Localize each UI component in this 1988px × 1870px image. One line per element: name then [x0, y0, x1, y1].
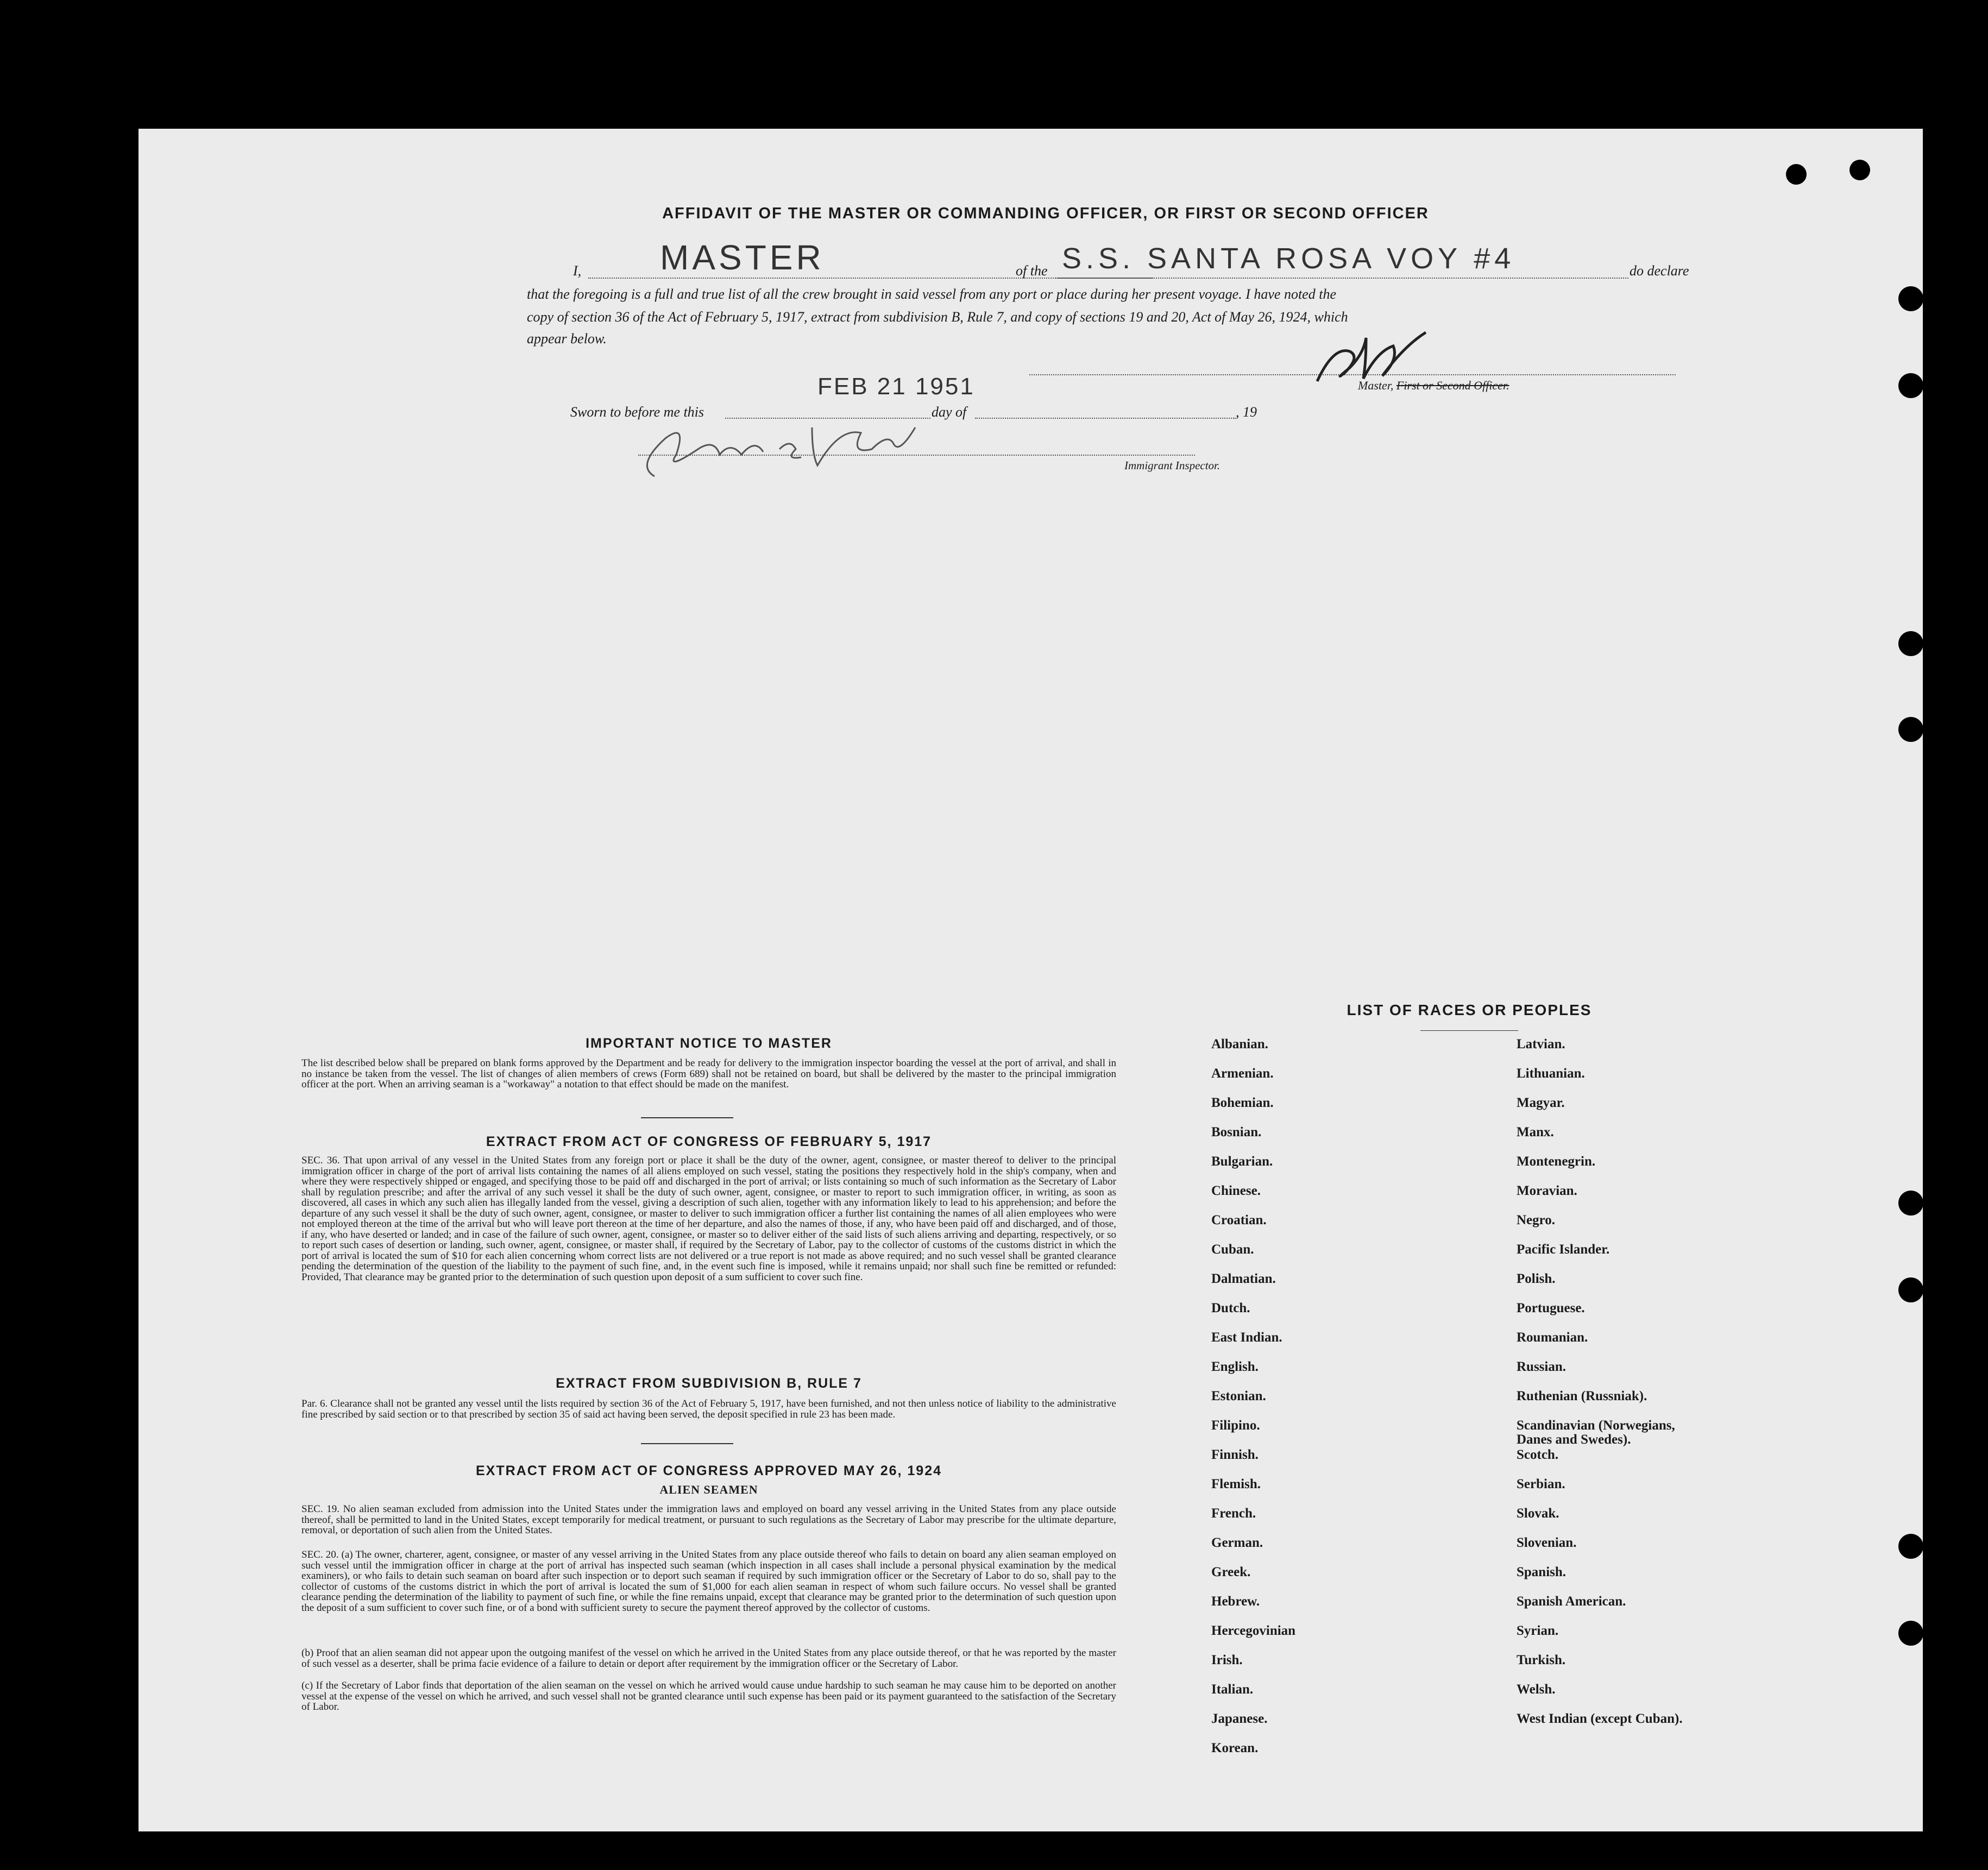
race-item: Russian.: [1517, 1359, 1567, 1374]
race-item: Ruthenian (Russniak).: [1517, 1389, 1647, 1403]
race-item: Latvian.: [1517, 1037, 1565, 1052]
race-item: East Indian.: [1211, 1330, 1282, 1345]
race-item: Albanian.: [1211, 1037, 1268, 1052]
race-item: Hebrew.: [1211, 1594, 1260, 1609]
race-item: Pacific Islander.: [1517, 1242, 1610, 1257]
race-item: Syrian.: [1517, 1623, 1559, 1638]
race-item: Serbian.: [1517, 1477, 1565, 1491]
punch-hole: [1898, 631, 1923, 656]
race-item: Bosnian.: [1211, 1125, 1262, 1139]
affidavit-line-4: appear below.: [527, 331, 607, 347]
race-item: Scotch.: [1517, 1447, 1559, 1462]
races-left-column: [1211, 1037, 1295, 1771]
race-item: Armenian.: [1211, 1066, 1274, 1081]
vessel-blank-line: [1055, 278, 1628, 279]
notice-text: The list described below shall be prepared on blank forms approved by the Department and be ready for delivery to the immigration inspector boarding the vessel at the port of arrival, and shall in no instance be taken from the vessel. The list of changes of alien members of crews (Form 689) shall not be retained on board, but shall be delivered by the master to the principal immigration officer at the port. When an arriving seaman is a "workaway" a notation to that effect should be made on the manifest.: [301, 1057, 1116, 1090]
race-item: Cuban.: [1211, 1242, 1254, 1257]
race-item: Roumanian.: [1517, 1330, 1588, 1345]
race-item: West Indian (except Cuban).: [1517, 1711, 1683, 1726]
divider: [641, 1443, 733, 1444]
sworn-month-line: [975, 418, 1236, 419]
race-item: Irish.: [1211, 1653, 1243, 1667]
sec-20c-text: (c) If the Secretary of Labor finds that deportation of the alien seaman on the vessel on which he arrived would cause undue hardship to such seaman he may cause him to be deported on another vessel at the expense of the vessel on which he arrived, and such vessel shall not be granted clearance until such expense has been paid or its payment guaranteed to the satisfaction of the Secretary of Labor.: [301, 1680, 1116, 1712]
punch-hole: [1898, 373, 1923, 398]
caption-master: Master,: [1358, 379, 1394, 392]
race-item: Lithuanian.: [1517, 1066, 1585, 1081]
race-item: Chinese.: [1211, 1183, 1261, 1198]
race-item: Polish.: [1517, 1271, 1556, 1286]
punch-hole: [1898, 1191, 1923, 1216]
race-item: Hercegovinian: [1211, 1623, 1296, 1638]
race-item: Bulgarian.: [1211, 1154, 1273, 1169]
officer-handwriting: MASTER: [660, 238, 825, 277]
race-item: Dalmatian.: [1211, 1271, 1276, 1286]
punch-hole: [1898, 1534, 1923, 1559]
race-item: Greek.: [1211, 1565, 1251, 1579]
extract-1917-title: EXTRACT FROM ACT OF CONGRESS OF FEBRUARY 5, 1917: [486, 1134, 932, 1149]
race-item: Spanish.: [1517, 1565, 1567, 1579]
race-item: Japanese.: [1211, 1711, 1268, 1726]
race-item: Moravian.: [1517, 1183, 1577, 1198]
race-item: Negro.: [1517, 1213, 1556, 1227]
race-item: Turkish.: [1517, 1653, 1566, 1667]
sec-20b-text: (b) Proof that an alien seaman did not appear upon the outgoing manifest of the vessel on which he arrived in the United States from any place outside thereof, or that he was reported by the master of such vessel as a deserter, shall be prima facie evidence of a failure to detain or deport after requirement by the immigration officer or the Secretary of Labor.: [301, 1647, 1116, 1670]
sworn-day-of: day of: [932, 404, 967, 420]
race-item: English.: [1211, 1359, 1259, 1374]
race-item: Slovak.: [1517, 1506, 1559, 1521]
sworn-text: Sworn to before me this: [570, 404, 704, 420]
sworn-year: , 19: [1236, 404, 1257, 420]
race-item: Korean.: [1211, 1741, 1259, 1755]
affidavit-line-3: copy of section 36 of the Act of February 5, 1917, extract from subdivision B, Rule 7, and copy of sections 19 and 20, Act of May 26, 1924, which: [527, 309, 1348, 325]
document-page: [139, 129, 1923, 1831]
alien-seamen-subtitle: ALIEN SEAMEN: [659, 1483, 758, 1496]
punch-hole: [1898, 717, 1923, 742]
punch-hole: [1786, 164, 1807, 185]
punch-hole: [1898, 1277, 1923, 1302]
punch-hole: [1898, 286, 1923, 311]
race-item: Scandinavian (Norwegians, Danes and Swedes).: [1517, 1418, 1675, 1447]
race-item: Finnish.: [1211, 1447, 1259, 1462]
act-1924-title: EXTRACT FROM ACT OF CONGRESS APPROVED MAY 26, 1924: [475, 1463, 942, 1478]
race-item: Spanish American.: [1517, 1594, 1626, 1609]
officer-caption: [1358, 379, 1509, 393]
race-item: Manx.: [1517, 1125, 1554, 1139]
race-item: Welsh.: [1517, 1682, 1556, 1697]
rule-7-text: Par. 6. Clearance shall not be granted any vessel until the lists required by section 36 of the Act of February 5, 1917, have been furnished, and not then unless notice of liability to the administrative fine prescribed by said section or to that prescribed by section 35 of said act having been served, the deposit specified in rule 23 has been made.: [301, 1398, 1116, 1420]
affidavit-of-the: of the: [1016, 263, 1048, 279]
race-item: Portuguese.: [1517, 1301, 1585, 1315]
race-item: Filipino.: [1211, 1418, 1260, 1433]
race-item: French.: [1211, 1506, 1256, 1521]
extract-1917-text: SEC. 36. That upon arrival of any vessel in the United States from any foreign port or place it shall be the duty of the owner, agent, consignee, or master thereof to deliver to the principal immigration officer in charge of the port of arrival lists containing the names of all aliens employed on such vessel, stating the positions they respectively hold in the ship's company, when and where they were respectively shipped or engaged, and specifying those to be paid off and discharged in the port of arrival; or lists containing so much of such information as the Secretary of Labor shall by regulation prescribe; and after the arrival of any such vessel it shall be the duty of such owner, agent, consignee, or master to report to such immigration officer, in writing, as soon as discovered, all cases in which any such alien has illegally landed from the vessel, giving a description of such alien, together with any information likely to lead to his apprehension; and before the departure of any such vessel it shall be the duty of such owner, agent, consignee, or master to deliver to such immigration officer a further list containing the names of all alien employees who were not employed thereon at the time of the arrival but who will leave port thereon at the time of her departure, and also the names of those, if any, who have been paid off and discharged, and of those, if any, who have deserted or landed; and in case of the failure of such owner, agent, consignee, or master so to deliver either of the said lists of such aliens arriving and departing, respectively, or so to report such cases of desertion or landing, such owner, agent, consignee, or master shall, if required by the Secretary of Labor, pay to the collector of customs of the customs district in which the port of arrival is located the sum of $10 for each alien concerning whom correct lists are not delivered or a true report is not made as above required; and no such vessel shall be granted clearance pending the determination of the question of the liability to the payment of such fine, and, in the event such fine is imposed, while it remains unpaid; nor shall such fine be remitted or refunded: Provided, That clearance may be granted prior to the determination of such question upon deposit of a sum sufficient to cover such fine.: [301, 1155, 1116, 1283]
race-item: Dutch.: [1211, 1301, 1250, 1315]
race-item: Montenegrin.: [1517, 1154, 1596, 1169]
race-item: German.: [1211, 1535, 1263, 1550]
affidavit-i: I,: [573, 263, 582, 279]
divider: [1420, 1030, 1518, 1031]
affidavit-title: AFFIDAVIT OF THE MASTER OR COMMANDING OFFICER, OR FIRST OR SECOND OFFICER: [662, 205, 1429, 222]
rule-7-title: EXTRACT FROM SUBDIVISION B, RULE 7: [556, 1376, 862, 1391]
inspector-signature: [633, 417, 926, 487]
race-item: Magyar.: [1517, 1095, 1565, 1110]
race-item: Slovenian.: [1517, 1535, 1577, 1550]
caption-struck-officer: First or Second Officer.: [1396, 379, 1509, 392]
race-item: Estonian.: [1211, 1389, 1266, 1403]
race-item: Flemish.: [1211, 1477, 1261, 1491]
race-item: Croatian.: [1211, 1213, 1267, 1227]
races-right-column: [1517, 1037, 1683, 1741]
punch-hole: [1849, 160, 1870, 180]
race-item: Italian.: [1211, 1682, 1254, 1697]
vessel-handwriting: S.S. SANTA ROSA VOY #4: [1062, 242, 1515, 275]
races-title: LIST OF RACES OR PEOPLES: [1347, 1002, 1592, 1018]
sec-20a-text: SEC. 20. (a) The owner, charterer, agent, consignee, or master of any vessel arriving in the United States from any place outside thereof who fails to detain on board any alien seaman employed on such vessel until the immigration officer in charge at the port of arrival has inspected such seaman (which inspection in all cases shall include a personal physical examination by the medical examiners), or who fails to detain such seaman on board after such inspection or to deport such seaman if required by such immigration officer or the Secretary of Labor to do so, shall pay to the collector of customs of the customs district in which the port of arrival is located the sum of $1,000 for each alien seaman in respect of whom such failure occurs. No vessel shall be granted clearance pending the determination of the liability to payment of such fine, or while the fine remains unpaid, except that clearance may be granted prior to the determination of such question upon the deposit of a sum sufficient to cover such fine, or of a bond with sufficient surety to secure the payment thereof approved by the collector of customs.: [301, 1549, 1116, 1614]
race-item: Bohemian.: [1211, 1095, 1274, 1110]
divider: [641, 1117, 733, 1118]
inspector-caption: Immigrant Inspector.: [1124, 459, 1221, 472]
date-stamp: FEB 21 1951: [817, 373, 975, 400]
notice-title: IMPORTANT NOTICE TO MASTER: [586, 1036, 832, 1051]
sec-19-text: SEC. 19. No alien seaman excluded from admission into the United States under the immigration laws and employed on board any vessel arriving in the United States from any place outside thereof, shall be permitted to land in the United States, except temporarily for medical treatment, or pursuant to such regulations as the Secretary of Labor may prescribe for the ultimate departure, removal, or deportation of such alien from the United States.: [301, 1503, 1116, 1536]
affidavit-line-2: that the foregoing is a full and true list of all the crew brought in said vessel from any port or place during her present voyage. I have noted the: [527, 286, 1336, 302]
punch-hole: [1898, 1621, 1923, 1646]
affidavit-do-declare: do declare: [1630, 263, 1689, 279]
